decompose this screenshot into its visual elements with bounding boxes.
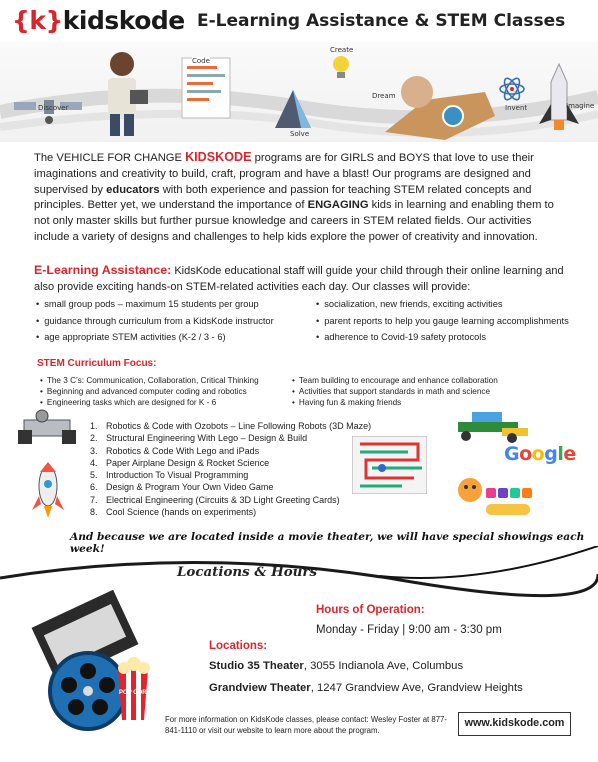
elearning-list-right [316,296,569,346]
child-with-tablet-illustration [108,52,148,136]
course-number: 7. [90,494,98,505]
lego-robot-icon [18,410,76,444]
page-title: E-Learning Assistance & STEM Classes [197,11,566,31]
course-item [90,469,371,481]
banner-tag: Discover [38,104,69,112]
course-item [90,420,371,432]
course-title: Design & Program Your Own Video Game [106,482,274,493]
course-item [90,481,371,493]
locations-hours-title: Locations & Hours [177,564,317,580]
course-item [90,494,371,506]
brand-name: KIDSKODE [185,150,252,164]
intro-text: programs are for GIRLS and BOYS that love to use their imaginations and creativity to build, craft, program and have a blast! Our programs are designed and supervised by [34,152,534,196]
course-title: Introduction To Visual Programming [106,470,249,481]
elearning-text: KidsKode educational staff will guide your child through their online learning and also provide exciting hands-on STEM-related activities each day. Our classes will provide: [34,265,564,293]
list-item: • Having fun & making friends [292,397,498,408]
elearning-list-left [36,296,274,346]
google-letter: l [557,443,564,465]
lightbulb-icon [333,56,349,78]
popcorn-icon [118,657,150,720]
course-item [90,445,371,457]
google-letter: o [519,443,532,465]
google-letter: e [563,443,576,465]
course-title: Robotics & Code With Lego and iPads [106,445,260,456]
code-panel-icon [182,58,230,118]
list-item: • parent reports to help you gauge learning accomplishments [316,313,569,330]
course-number: 8. [90,507,98,518]
atom-icon [500,76,524,102]
intro-emphasis: educators [106,183,160,196]
elearning-heading: E-Learning Assistance: [34,263,172,277]
course-title: Structural Engineering With Lego – Design & Build [106,433,308,444]
list-item: • Beginning and advanced computer coding and robotics [40,386,259,397]
course-title: Paper Airplane Design & Rocket Science [106,457,270,468]
course-list [90,420,371,518]
movie-theater-note: And because we are located inside a movie theater, we will have special showings each week! [70,531,585,555]
banner-tag: Create [330,46,354,54]
banner-tag: Dream [372,92,396,100]
location-studio-35 [209,660,463,672]
list-item: • age appropriate STEM activities (K-2 / 3 - 6) [36,329,274,346]
location-address: , 3055 Indianola Ave, Columbus [303,660,464,672]
course-title: Cool Science (hands on experiments) [106,507,257,518]
banner-tag: Imagine [566,102,595,110]
course-number: 3. [90,445,98,456]
course-title: Robotics & Code with Ozobots – Line Following Robots (3D Maze) [106,421,372,431]
logo-wordmark: kidskode [62,6,185,35]
logo-brace-open: { [12,6,30,35]
rocket-icon [32,462,64,518]
intro-text: The VEHICLE FOR CHANGE [34,152,186,164]
banner-illustration [0,42,598,142]
google-letter: G [504,443,520,465]
location-grandview [209,682,523,694]
google-letter: g [544,443,558,465]
logo-brace-close: } [45,6,63,35]
course-item [90,506,371,518]
list-item: • guidance through curriculum from a KidsKode instructor [36,313,274,330]
banner-tag: Solve [290,130,310,138]
google-logo [504,443,576,465]
course-item [90,432,371,444]
course-item [90,457,371,469]
google-letter: o [531,443,545,465]
intro-text: kids in learning and enabling them to not only master skills but further pursue knowledge and careers in STEM related fields. Our activities include a variety of designs and challenges to help kids explore the power of creativity and innovation. [34,199,554,243]
hero-banner [0,42,598,142]
list-item: • adherence to Covid-19 safety protocols [316,329,569,346]
location-address: , 1247 Grandview Ave, Grandview Heights [310,682,523,694]
stem-heading: STEM Curriculum Focus: [37,358,157,369]
hours-text: Monday - Friday | 9:00 am - 3:30 pm [316,624,502,636]
lego-model-illustration [452,408,538,444]
website-link[interactable]: www.kidskode.com [458,712,571,736]
course-number: 2. [90,433,98,444]
lego-robot-and-rocket-illustration [14,408,84,518]
ozobot-maze-illustration [352,436,427,494]
course-number: 4. [90,457,98,468]
elearning-section [34,263,574,295]
locations-heading: Locations: [209,640,268,652]
location-name: Studio 35 Theater [209,660,304,672]
scratch-logo-illustration [456,476,536,518]
film-reel-icon [50,653,126,729]
list-item: • Activities that support standards in math and science [292,386,498,397]
logo-k: k [29,6,46,35]
stem-focus-left [40,375,259,408]
popcorn-label: POP CORN [119,690,151,696]
course-number: 5. [90,470,98,481]
contact-info: For more information on KidsKode classes, please contact: Wesley Foster at 877-841-1110 or visit our website to learn more about the program. [165,715,447,735]
banner-tag: Code [192,57,210,65]
list-item: • socialization, new friends, exciting activities [316,296,569,313]
hours-heading: Hours of Operation: [316,604,425,616]
intro-paragraph [34,150,566,246]
list-item: • The 3 C’s: Communication, Collaboration, Critical Thinking [40,375,259,386]
stem-focus-right [292,375,498,408]
header [0,0,598,42]
course-number: 1. [90,421,98,431]
list-item: • small group pods – maximum 15 students per group [36,296,274,313]
location-name: Grandview Theater [209,682,311,694]
list-item: • Engineering tasks which are designed for K - 6 [40,397,259,408]
list-item: • Team building to encourage and enhance collaboration [292,375,498,386]
intro-text: with both experience and passion for teaching STEM related concepts and principles. Better yet, we understand the importance of [34,183,532,212]
course-number: 6. [90,482,98,493]
course-title: Electrical Engineering (Circuits & 3D Light Greeting Cards) [106,494,340,505]
kidskode-logo [12,6,185,35]
banner-tag: Invent [505,104,528,112]
intro-emphasis: ENGAGING [307,199,369,212]
